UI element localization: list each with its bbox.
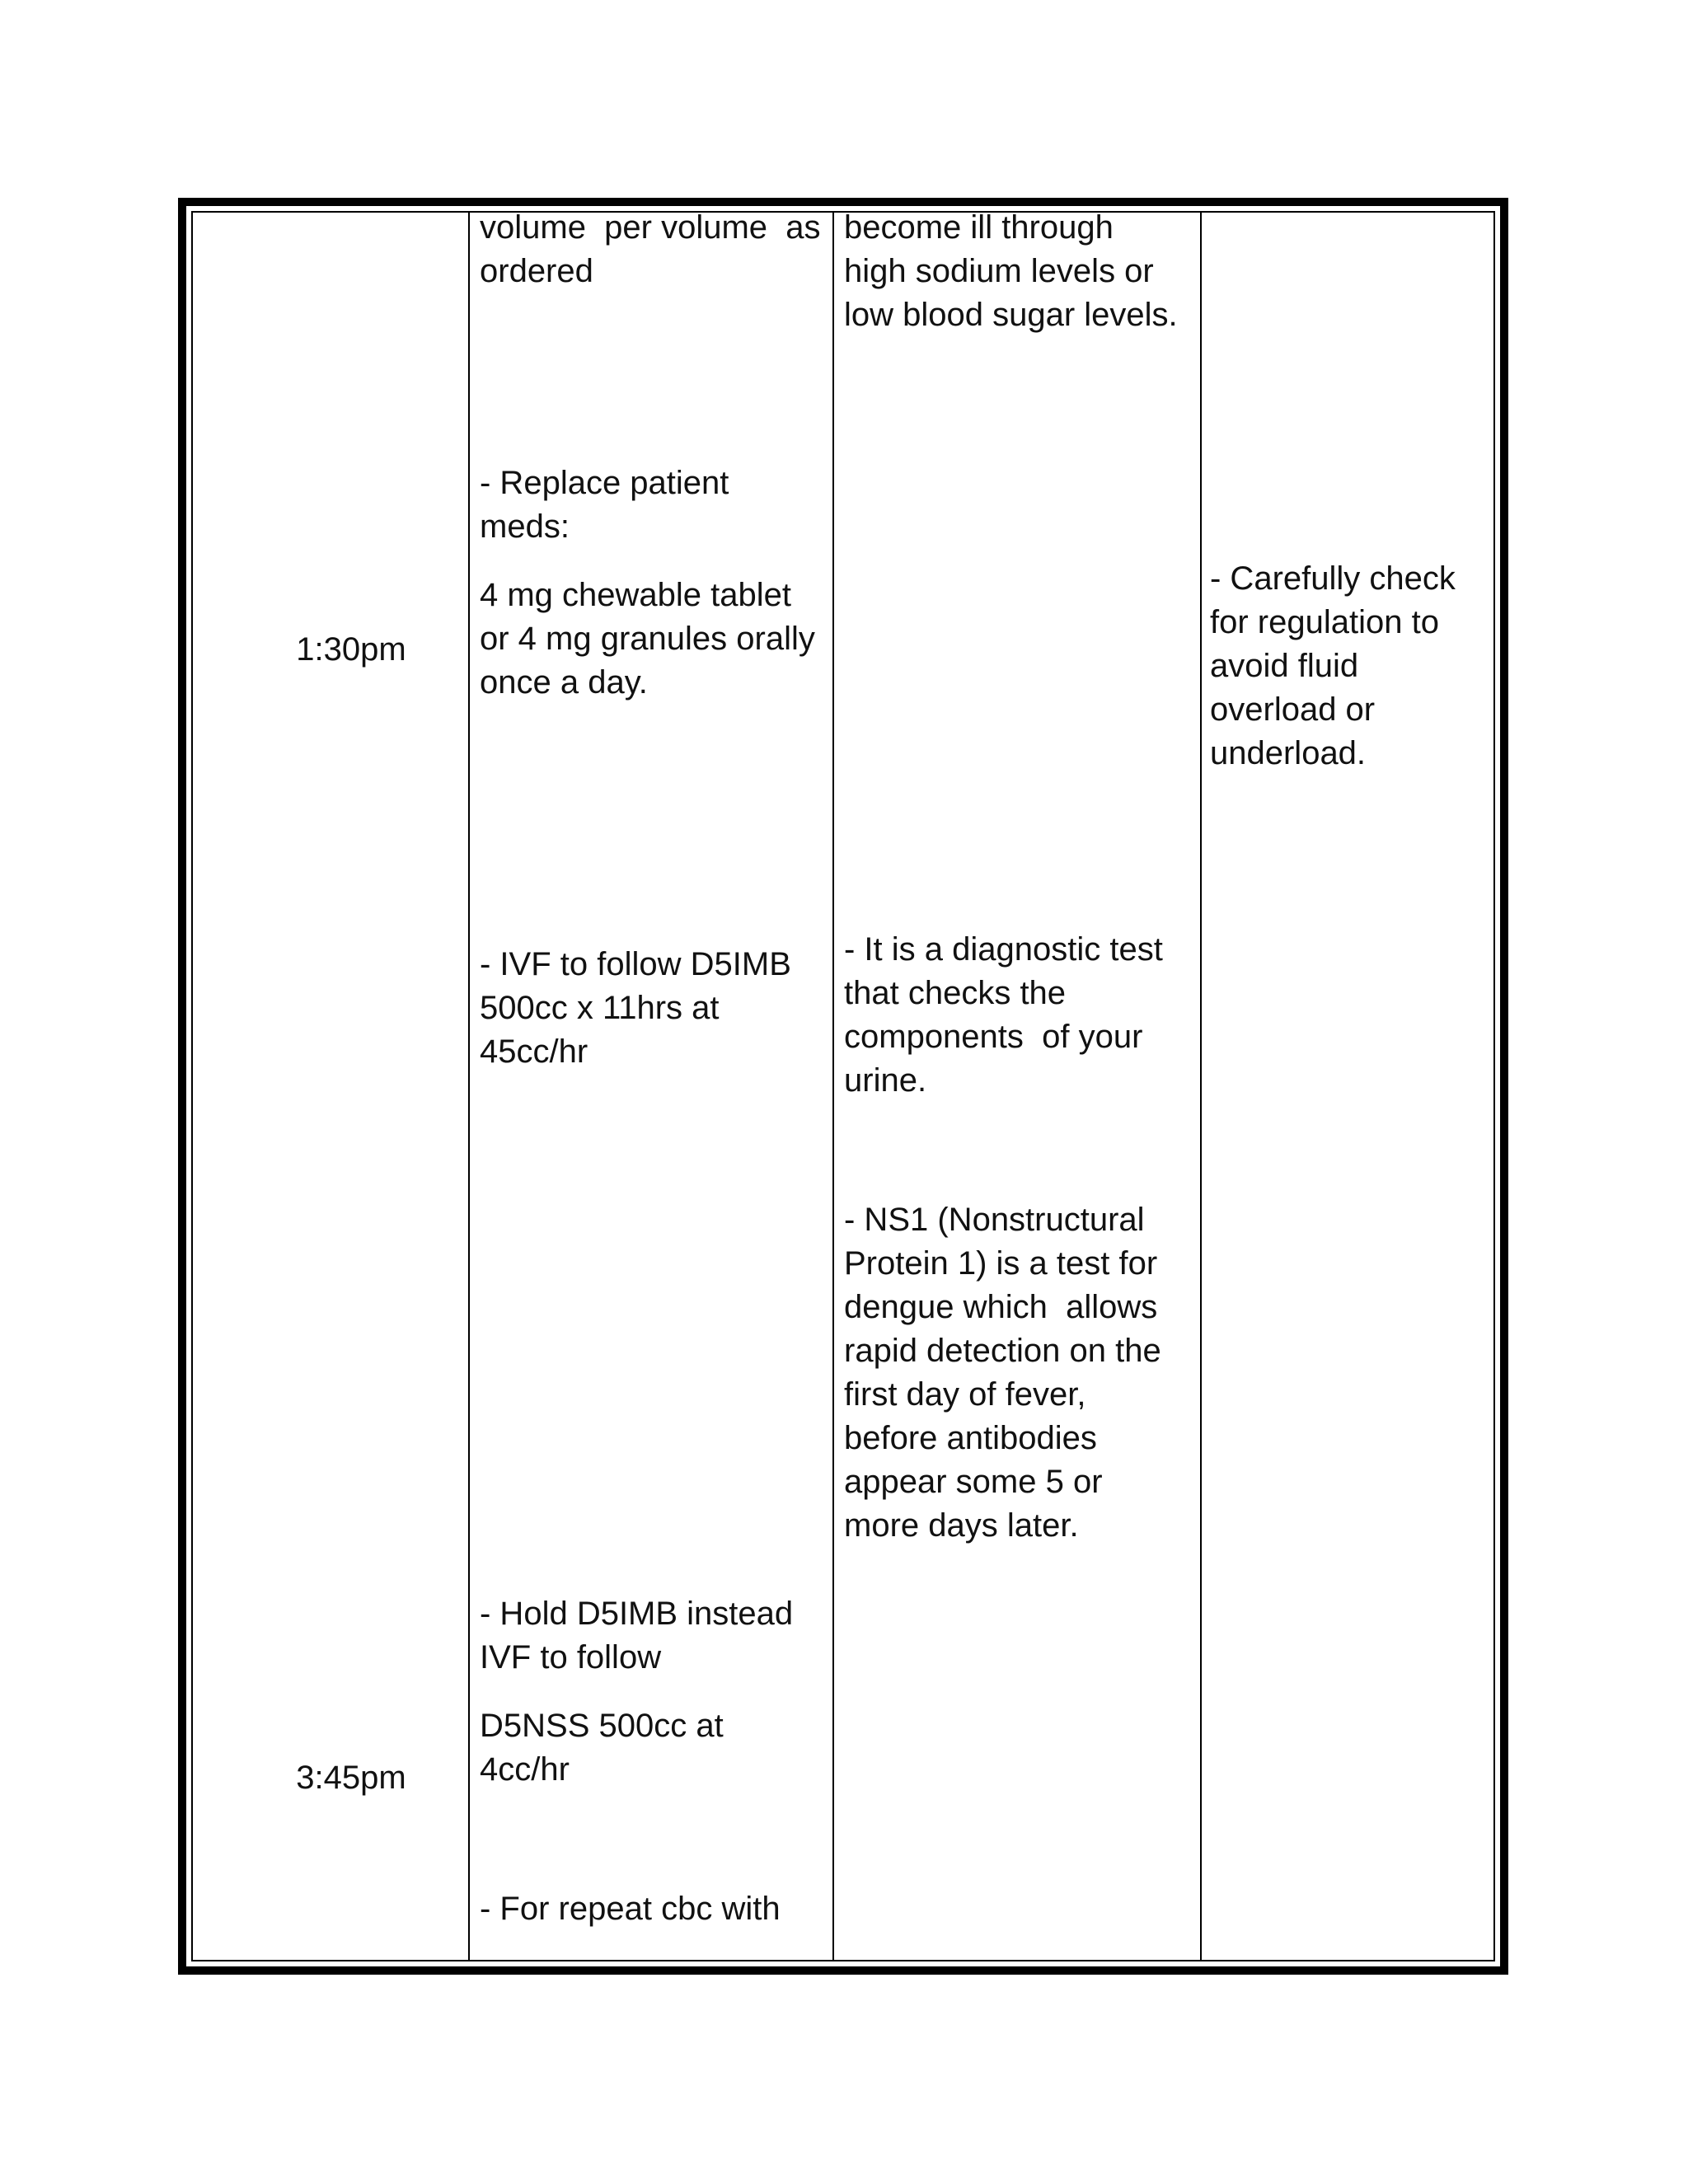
note-text-1: - Carefully check for regulation to avoid fluid overload or underload. [1210, 560, 1456, 771]
order-text-2: - Replace patient meds: [480, 465, 729, 545]
order-text-1: volume per volume as ordered [480, 209, 821, 289]
table-inner-border [191, 211, 1495, 1961]
order-text-3: 4 mg chewable tablet or 4 mg granules orally once a day. [480, 577, 815, 701]
time-cell-2: 3:45pm [296, 1760, 406, 1796]
rationale-text-2: - It is a diagnostic test that checks the components of your urine. [844, 931, 1163, 1099]
order-text-4: - IVF to follow D5IMB 500cc x 11hrs at 45cc/hr [480, 946, 791, 1070]
time-cell-1: 1:30pm [296, 631, 406, 668]
order-text-6: D5NSS 500cc at 4cc/hr [480, 1708, 724, 1788]
column-divider-2 [832, 213, 834, 1960]
order-text-5: - Hold D5IMB instead IVF to follow [480, 1596, 794, 1675]
column-divider-1 [468, 213, 470, 1960]
column-divider-3 [1200, 213, 1202, 1960]
order-text-7: - For repeat cbc with [480, 1891, 781, 1927]
care-plan-table [178, 198, 1508, 1975]
rationale-text-1: become ill through high sodium levels or low blood sugar levels. [844, 209, 1178, 333]
rationale-text-3: - NS1 (Nonstructural Protein 1) is a test for dengue which allows rapid detection on the first day of fever, before antibodies appear some 5 or more days later. [844, 1202, 1161, 1544]
